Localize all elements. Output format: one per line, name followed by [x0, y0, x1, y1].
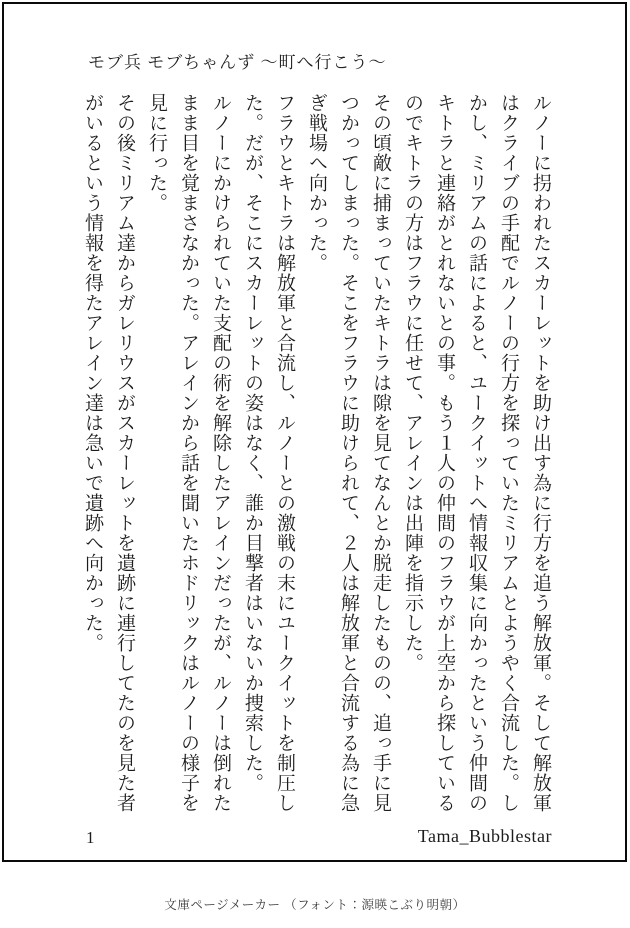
- vertical-text-line: はクライブの手配でルノーの行方を探っていたミリアムとようやく合流した。し: [498, 93, 519, 813]
- author-name: Tama_Bubblestar: [417, 826, 552, 846]
- vertical-text-line: その頃敵に捕まっていたキトラは隙を見てなんとか脱走したものの、追っ手に見: [370, 93, 391, 813]
- vertical-text-line: のでキトラの方はフラウに任せて、アレインは出陣を指示した。: [402, 93, 423, 673]
- vertical-text-line: 見に行った。: [146, 93, 167, 213]
- page-number: 1: [86, 828, 95, 847]
- body-text-block: [76, 93, 556, 817]
- page-frame: [2, 2, 627, 862]
- vertical-text-line: つかってしまった。そこをフラウに助けられて、２人は解放軍と合流する為に急: [338, 93, 359, 813]
- footer-caption: 文庫ページメーカー （フォント：源暎こぶり明朝）: [164, 898, 466, 912]
- vertical-text-line: まま目を覚まさなかった。アレインから話を聞いたホドリックはルノーの様子を: [178, 93, 199, 813]
- vertical-text-line: キトラと連絡がとれないとの事。もう１人の仲間のフラウが上空から探している: [434, 93, 455, 813]
- page-header-title: モブ兵 モブちゃんず ～町へ行こう～: [88, 53, 387, 72]
- vertical-text-line: その後ミリアム達からガレリウスがスカーレットを遺跡に連行してたのを見た者: [114, 93, 135, 813]
- vertical-text-line: ぎ戦場へ向かった。: [306, 93, 327, 273]
- vertical-text-line: フラウとキトラは解放軍と合流し、ルノーとの激戦の末にユークイットを制圧し: [274, 93, 295, 813]
- vertical-text-line: ルノーにかけられていた支配の術を解除したアレインだったが、ルノーは倒れた: [210, 93, 231, 813]
- vertical-text-line: ルノーに拐われたスカーレットを助け出す為に行方を追う解放軍。そして解放軍: [530, 93, 551, 813]
- vertical-text-line: がいるという情報を得たアレイン達は急いで遺跡へ向かった。: [82, 93, 103, 653]
- vertical-text-line: た。だが、そこにスカーレットの姿はなく、誰か目撃者はいないか捜索した。: [242, 93, 263, 793]
- vertical-text-line: かし、ミリアムの話によると、ユークイットへ情報収集に向かったという仲間の: [466, 93, 487, 813]
